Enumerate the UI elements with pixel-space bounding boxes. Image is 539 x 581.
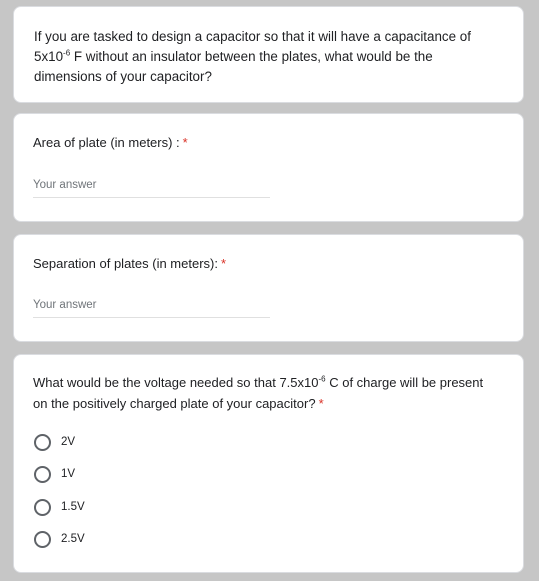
option-label: 1V [61, 468, 76, 480]
question-title-separation-text: Separation of plates (in meters): [33, 256, 218, 271]
option-2-5v[interactable] [34, 529, 85, 549]
area-answer-placeholder: Your answer [33, 179, 97, 191]
required-asterisk: * [220, 256, 227, 271]
option-label: 2V [61, 436, 76, 448]
intro-line-3: dimensions of your capacitor? [34, 69, 212, 84]
intro-line-2-post: F without an insulator between the plates, what would be the [70, 49, 433, 64]
intro-line-2-pre: 5x10 [34, 49, 64, 64]
intro-line-2 [34, 47, 503, 67]
intro-card [13, 6, 524, 103]
area-answer-input[interactable] [33, 176, 270, 198]
separation-answer-placeholder: Your answer [33, 299, 97, 311]
question-card-voltage [13, 354, 524, 573]
voltage-title-line-2: on the positively charged plate of your capacitor? [33, 396, 316, 411]
intro-line-1: If you are tasked to design a capacitor so that it will have a capacitance of [34, 29, 471, 44]
voltage-title-exponent: -6 [318, 374, 326, 384]
intro-description [34, 27, 503, 87]
required-asterisk: * [182, 135, 188, 150]
question-title-area [33, 133, 188, 153]
radio-circle-icon[interactable] [34, 531, 51, 548]
question-title-area-text: Area of plate (in meters) : [33, 135, 180, 150]
separation-answer-input[interactable] [33, 296, 270, 318]
question-card-separation [13, 234, 524, 342]
option-1v[interactable] [34, 464, 75, 484]
radio-circle-icon[interactable] [34, 434, 51, 451]
intro-line-2-exponent: -6 [63, 48, 71, 58]
voltage-title-post: C of charge will be present [325, 375, 484, 390]
option-label: 2.5V [61, 533, 85, 545]
question-title-voltage [33, 372, 503, 414]
question-title-separation [33, 254, 226, 274]
question-card-area [13, 113, 524, 222]
option-2v[interactable] [34, 432, 75, 452]
radio-circle-icon[interactable] [34, 466, 51, 483]
required-asterisk: * [318, 396, 324, 411]
question-title-voltage-line-1 [33, 372, 503, 393]
question-title-voltage-line-2 [33, 393, 503, 414]
voltage-title-pre: What would be the voltage needed so that 7.5x10 [33, 375, 319, 390]
option-1-5v[interactable] [34, 497, 85, 517]
radio-circle-icon[interactable] [34, 499, 51, 516]
option-label: 1.5V [61, 501, 85, 513]
